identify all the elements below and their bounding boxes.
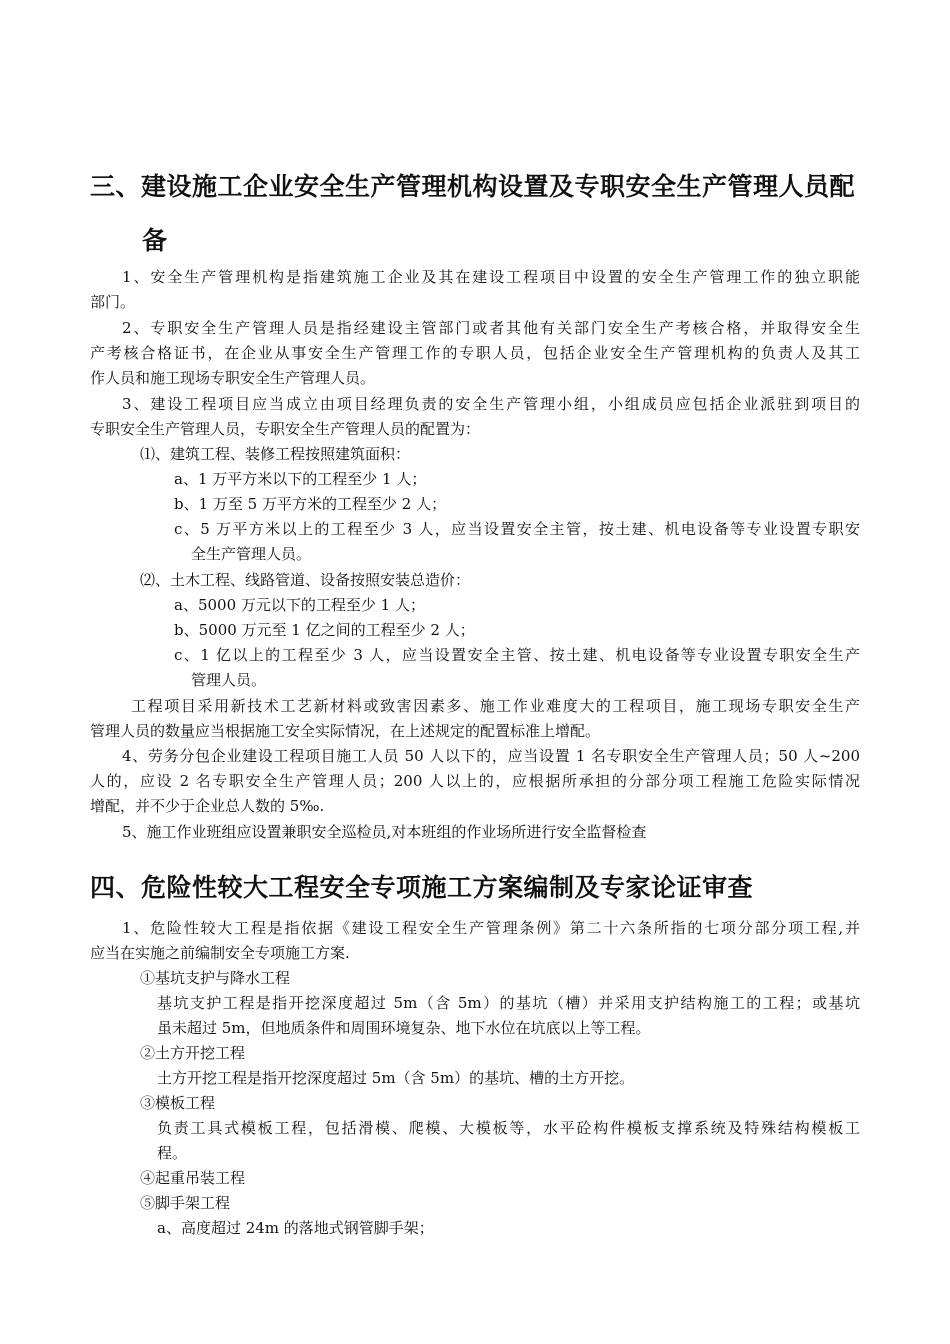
s3-paragraph-1-line-2: 部门。 (90, 293, 136, 311)
s3-subsection-2-heading: ⑵、土木工程、线路管道、设备按照安装总造价： (140, 571, 471, 589)
s3-paragraph-3-line-1: 3、建设工程项目应当成立由项目经理负责的安全生产管理小组，小组成员应包括企业派驻到项目的 (122, 395, 860, 413)
s3-subsection-2-item-c-line-1: c、1 亿以上的工程至少 3 人，应当设置安全主管、按土建、机电设备等专业设置专职安全生产 (174, 646, 860, 664)
s4-item-3-heading: ③模板工程 (140, 1094, 216, 1112)
s4-item-2-line-1: 土方开挖工程是指开挖深度超过 5m（含 5m）的基坑、槽的土方开挖。 (157, 1069, 635, 1087)
s3-extra-paragraph-line-1: 工程项目采用新技术工艺新材料或致害因素多、施工作业难度大的工程项目，施工现场专职安全生产 (131, 697, 860, 715)
s3-paragraph-2-line-3: 作人员和施工现场专职安全生产管理人员。 (90, 369, 376, 387)
s3-paragraph-4-line-3: 增配，并不少于企业总人数的 5‰. (90, 797, 325, 815)
s3-subsection-1-item-c-line-1: c、5 万平方米以上的工程至少 3 人，应当设置安全主管，按土建、机电设备等专业设置专职安 (174, 520, 860, 538)
section-3-title: 三、建设施工企业安全生产管理机构设置及专职安全生产管理人员配 (90, 172, 856, 201)
s4-item-1-line-1: 基坑支护工程是指开挖深度超过 5m（含 5m）的基坑（槽）并采用支护结构施工的工程；或基坑 (157, 994, 860, 1012)
section-4-title: 四、危险性较大工程安全专项施工方案编制及专家论证审查 (90, 873, 754, 902)
s4-item-1-heading: ①基坑支护与降水工程 (140, 969, 291, 987)
s3-paragraph-4-line-1: 4、劳务分包企业建设工程项目施工人员 50 人以下的，应当设置 1 名专职安全生产管理人员；50 人~200 (122, 747, 860, 765)
s4-paragraph-1-line-2: 应当在实施之前编制安全专项施工方案. (90, 944, 350, 962)
s3-extra-paragraph-line-2: 管理人员的数量应当根据施工安全实际情况，在上述规定的配置标准上增配。 (90, 722, 601, 740)
s3-subsection-1-heading: ⑴、建筑工程、装修工程按照建筑面积： (140, 445, 411, 463)
s4-item-2-heading: ②土方开挖工程 (140, 1044, 246, 1062)
s4-item-5-item-a: a、高度超过 24m 的落地式钢管脚手架； (157, 1219, 434, 1237)
s4-paragraph-1-line-1: 1、危险性较大工程是指依据《建设工程安全生产管理条例》第二十六条所指的七项分部分项工程,并 (122, 919, 860, 937)
s3-subsection-1-item-b: b、1 万至 5 万平方米的工程至少 2 人； (174, 495, 447, 513)
s4-item-3-line-2: 程。 (157, 1144, 188, 1162)
s4-item-1-line-2: 虽未超过 5m，但地质条件和周围环境复杂、地下水位在坑底以上等工程。 (157, 1019, 651, 1037)
section-3-title-continued: 备 (142, 226, 168, 255)
s3-subsection-2-item-c-line-2: 管理人员。 (191, 671, 267, 689)
s3-paragraph-4-line-2: 人的，应设 2 名专职安全生产管理人员；200 人以上的，应根据所承担的分部分项工程施工危险实际情况 (90, 772, 860, 790)
s3-paragraph-1-line-1: 1、安全生产管理机构是指建筑施工企业及其在建设工程项目中设置的安全生产管理工作的独立职能 (122, 268, 860, 286)
s4-item-5-heading: ⑤脚手架工程 (140, 1194, 231, 1212)
s3-paragraph-3-line-2: 专职安全生产管理人员，专职安全生产管理人员的配置为： (90, 420, 481, 438)
s3-subsection-1-item-a: a、1 万平方米以下的工程至少 1 人； (174, 470, 427, 488)
s4-item-4-heading: ④起重吊装工程 (140, 1169, 246, 1187)
s3-paragraph-2-line-2: 产考核合格证书，在企业从事安全生产管理工作的专职人员，包括企业安全生产管理机构的负责人及其工 (90, 344, 860, 362)
s3-paragraph-5: 5、施工作业班组应设置兼职安全巡检员,对本班组的作业场所进行安全监督检查 (122, 823, 647, 841)
s3-subsection-1-item-c-line-2: 全生产管理人员。 (191, 545, 312, 563)
s3-subsection-2-item-a: a、5000 万元以下的工程至少 1 人； (174, 596, 425, 614)
s4-item-3-line-1: 负责工具式模板工程，包括滑模、爬模、大模板等，水平砼构件模板支撑系统及特殊结构模板工 (157, 1119, 860, 1137)
s3-paragraph-2-line-1: 2、专职安全生产管理人员是指经建设主管部门或者其他有关部门安全生产考核合格，并取得安全生 (122, 319, 860, 337)
s3-subsection-2-item-b: b、5000 万元至 1 亿之间的工程至少 2 人； (174, 621, 475, 639)
